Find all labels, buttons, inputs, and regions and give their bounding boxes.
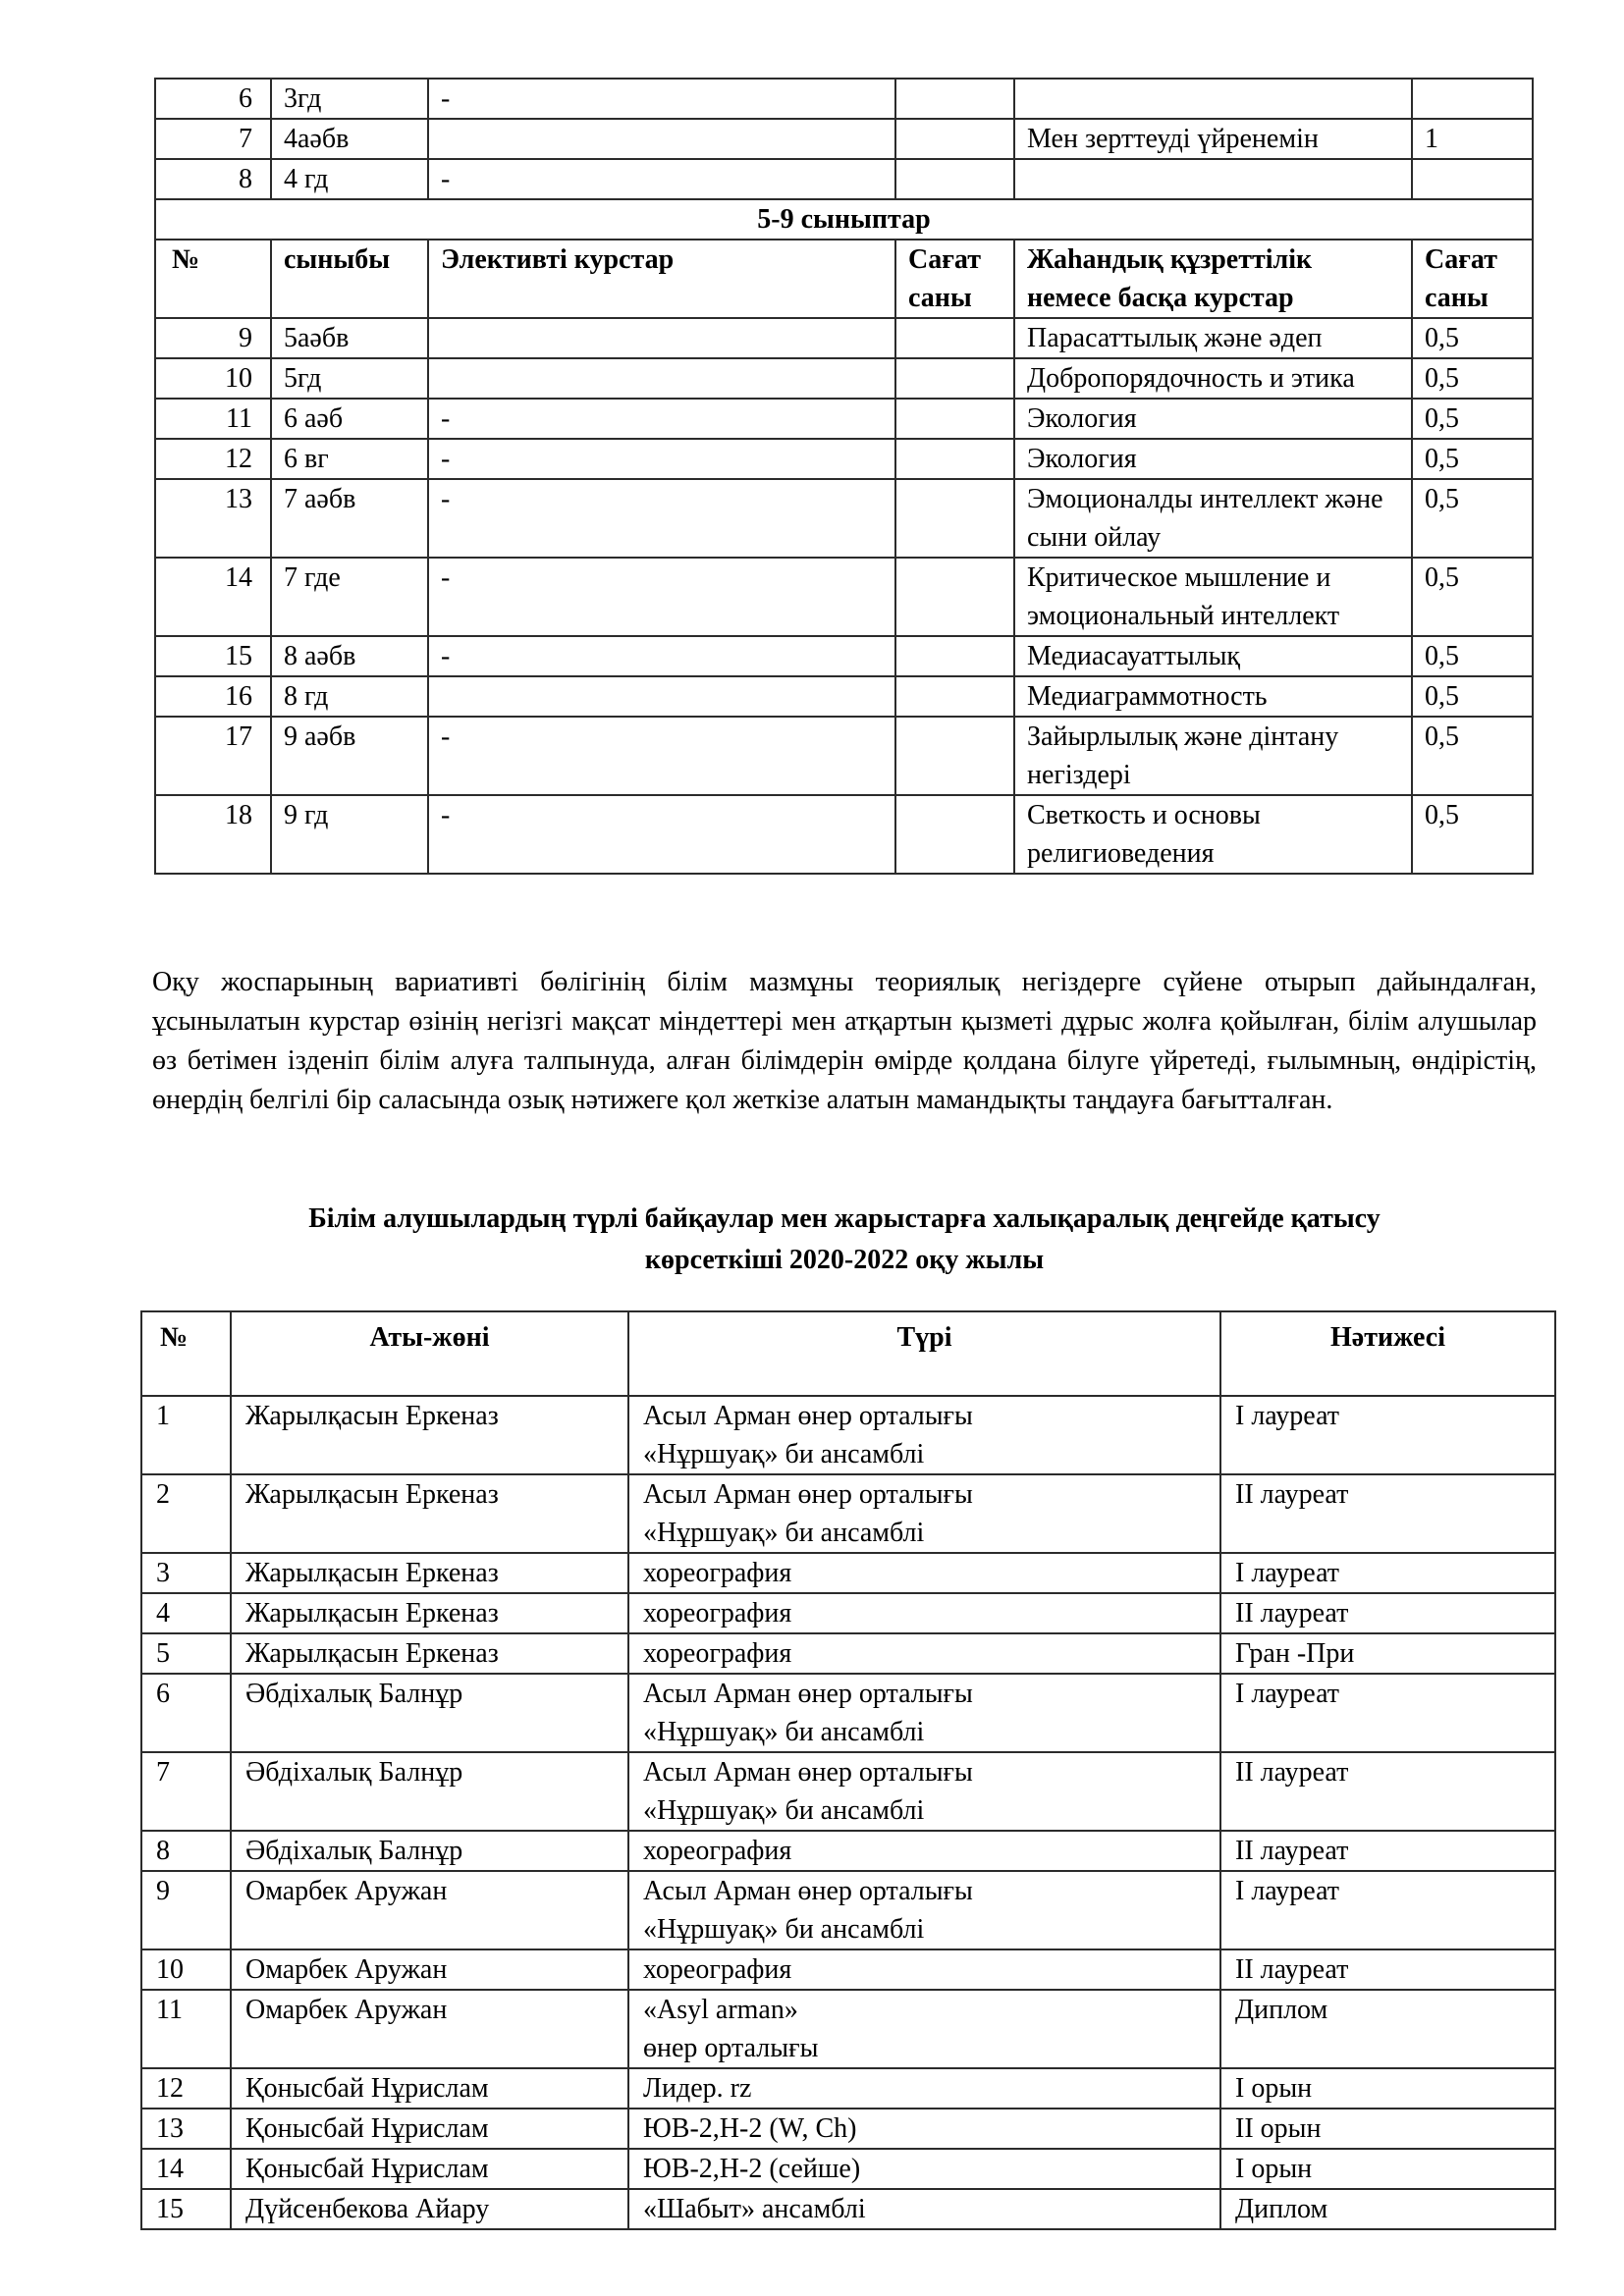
result-cell: II лауреат <box>1220 1593 1555 1633</box>
result-cell: Диплом <box>1220 2189 1555 2229</box>
row-number: 14 <box>155 558 271 636</box>
result-cell: I орын <box>1220 2068 1555 2109</box>
course-hours-cell: 0,5 <box>1412 795 1533 874</box>
class-cell: 4аәбв <box>271 119 428 159</box>
name-cell: Әбдіхалық Балнұр <box>231 1831 628 1871</box>
row-number: 11 <box>155 399 271 439</box>
row-number: 9 <box>155 318 271 358</box>
elective-cell <box>428 358 895 399</box>
result-cell: II орын <box>1220 2109 1555 2149</box>
elective-cell: - <box>428 479 895 558</box>
name-cell: Жарылқасын Еркеназ <box>231 1633 628 1674</box>
class-cell: 8 гд <box>271 676 428 717</box>
section-row <box>155 199 1533 240</box>
row-number: 15 <box>141 2189 231 2229</box>
table-row <box>141 1396 1555 1474</box>
row-number: 9 <box>141 1871 231 1949</box>
name-cell: Омарбек Аружан <box>231 1949 628 1990</box>
type-cell: хореография <box>628 1593 1220 1633</box>
elective-cell: - <box>428 79 895 119</box>
row-number: 14 <box>141 2149 231 2189</box>
table-row <box>141 1633 1555 1674</box>
table-row <box>155 399 1533 439</box>
class-cell: 4 гд <box>271 159 428 199</box>
class-cell: 6 вг <box>271 439 428 479</box>
row-number: 5 <box>141 1633 231 1674</box>
course-hours-cell: 0,5 <box>1412 318 1533 358</box>
course-cell: Мен зерттеуді үйренемін <box>1014 119 1412 159</box>
type-cell: «Шабыт» ансамблі <box>628 2189 1220 2229</box>
table-row <box>155 636 1533 676</box>
row-number: 7 <box>141 1752 231 1831</box>
table-row <box>155 479 1533 558</box>
row-number: 18 <box>155 795 271 874</box>
result-cell: I орын <box>1220 2149 1555 2189</box>
header-row <box>141 1311 1555 1396</box>
table-row <box>155 676 1533 717</box>
type-cell: хореография <box>628 1633 1220 1674</box>
table-row <box>155 79 1533 119</box>
result-cell: II лауреат <box>1220 1831 1555 1871</box>
table-row <box>141 1674 1555 1752</box>
result-cell: Гран -При <box>1220 1633 1555 1674</box>
name-cell: Жарылқасын Еркеназ <box>231 1396 628 1474</box>
heading-line-1: Білім алушылардың түрлі байқаулар мен жарыстарға халықаралық деңгейде қатысу <box>308 1203 1380 1234</box>
name-cell: Қонысбай Нұрислам <box>231 2109 628 2149</box>
class-cell: 3гд <box>271 79 428 119</box>
course-hours-cell: 0,5 <box>1412 479 1533 558</box>
name-cell: Жарылқасын Еркеназ <box>231 1474 628 1553</box>
hours-cell <box>895 558 1014 636</box>
elective-cell: - <box>428 717 895 795</box>
result-cell: II лауреат <box>1220 1949 1555 1990</box>
result-cell: II лауреат <box>1220 1474 1555 1553</box>
elective-cell: - <box>428 558 895 636</box>
course-hours-cell <box>1412 79 1533 119</box>
type-cell: Лидер. rz <box>628 2068 1220 2109</box>
header-course-hours: Сағат саны <box>1412 240 1533 318</box>
header-result: Нәтижесі <box>1220 1311 1555 1396</box>
type-cell: ЮВ-2,Н-2 (W, Ch) <box>628 2109 1220 2149</box>
row-number: 12 <box>155 439 271 479</box>
course-cell: Медиасауаттылық <box>1014 636 1412 676</box>
row-number: 13 <box>155 479 271 558</box>
table-row <box>155 439 1533 479</box>
elective-cell: - <box>428 159 895 199</box>
course-cell: Добропорядочность и этика <box>1014 358 1412 399</box>
elective-cell: - <box>428 399 895 439</box>
result-cell: Диплом <box>1220 1990 1555 2068</box>
row-number: 15 <box>155 636 271 676</box>
row-number: 6 <box>141 1674 231 1752</box>
name-cell: Әбдіхалық Балнұр <box>231 1674 628 1752</box>
name-cell: Жарылқасын Еркеназ <box>231 1593 628 1633</box>
table-row <box>155 558 1533 636</box>
result-cell: I лауреат <box>1220 1553 1555 1593</box>
elective-cell: - <box>428 636 895 676</box>
body-paragraph: Оқу жоспарының вариативті бөлігінің білім мазмұны теориялық негіздерге сүйене отырып дайындалған, ұсынылатын курстар өзінің негізгі мақсат міндеттері мен атқартын қызметі дұрыс жолға қойылған, білім алушылар өз бетімен ізденіп білім алуға талпынуда, алған білімдерін өмірде қолдана білуге үйретеді, ғылымның, өндірістің, өнердің белгілі бір саласында озық нәтижеге қол жеткізе алатын мамандықты таңдауға бағытталған. <box>152 967 1537 1115</box>
type-cell: Асыл Арман өнер орталығы «Нұршуақ» би ансамблі <box>628 1674 1220 1752</box>
elective-cell: - <box>428 795 895 874</box>
hours-cell <box>895 358 1014 399</box>
row-number: 1 <box>141 1396 231 1474</box>
course-cell <box>1014 79 1412 119</box>
section-heading <box>147 1199 1542 1281</box>
type-cell: ЮВ-2,Н-2 (сейше) <box>628 2149 1220 2189</box>
course-hours-cell: 0,5 <box>1412 358 1533 399</box>
table-row <box>141 2109 1555 2149</box>
course-hours-cell: 0,5 <box>1412 439 1533 479</box>
section-title: 5-9 сыныптар <box>155 199 1533 240</box>
row-number: 13 <box>141 2109 231 2149</box>
course-hours-cell: 0,5 <box>1412 717 1533 795</box>
row-number: 3 <box>141 1553 231 1593</box>
table-row <box>141 1553 1555 1593</box>
name-cell: Әбдіхалық Балнұр <box>231 1752 628 1831</box>
elective-cell <box>428 676 895 717</box>
hours-cell <box>895 399 1014 439</box>
hours-cell <box>895 318 1014 358</box>
hours-cell <box>895 479 1014 558</box>
table-row <box>155 358 1533 399</box>
class-cell: 9 аәбв <box>271 717 428 795</box>
type-cell: хореография <box>628 1831 1220 1871</box>
elective-cell <box>428 318 895 358</box>
type-cell: Асыл Арман өнер орталығы «Нұршуақ» би ансамблі <box>628 1474 1220 1553</box>
course-cell: Светкость и основы религиоведения <box>1014 795 1412 874</box>
elective-courses-table <box>154 78 1534 875</box>
class-cell: 9 гд <box>271 795 428 874</box>
class-cell: 7 где <box>271 558 428 636</box>
table-row <box>141 2189 1555 2229</box>
header-class: сыныбы <box>271 240 428 318</box>
course-cell: Эмоционалды интеллект және сыни ойлау <box>1014 479 1412 558</box>
row-number: 8 <box>155 159 271 199</box>
row-number: 17 <box>155 717 271 795</box>
row-number: 10 <box>141 1949 231 1990</box>
hours-cell <box>895 795 1014 874</box>
table-row <box>141 1474 1555 1553</box>
header-no: № <box>155 240 271 318</box>
course-hours-cell: 0,5 <box>1412 399 1533 439</box>
heading-line-2: көрсеткіші 2020-2022 оқу жылы <box>644 1245 1045 1275</box>
table-row <box>155 717 1533 795</box>
name-cell: Омарбек Аружан <box>231 1871 628 1949</box>
row-number: 4 <box>141 1593 231 1633</box>
type-cell: Асыл Арман өнер орталығы «Нұршуақ» би ансамблі <box>628 1752 1220 1831</box>
elective-cell: - <box>428 439 895 479</box>
type-cell: Асыл Арман өнер орталығы «Нұршуақ» би ансамблі <box>628 1871 1220 1949</box>
type-cell: хореография <box>628 1553 1220 1593</box>
table-row <box>141 1949 1555 1990</box>
header-elective: Элективті курстар <box>428 240 895 318</box>
header-no: № <box>141 1311 231 1396</box>
course-cell: Парасаттылық және әдеп <box>1014 318 1412 358</box>
course-cell: Экология <box>1014 399 1412 439</box>
table-row <box>141 2068 1555 2109</box>
type-cell: Асыл Арман өнер орталығы «Нұршуақ» би ансамблі <box>628 1396 1220 1474</box>
table-row <box>155 119 1533 159</box>
header-name: Аты-жөні <box>231 1311 628 1396</box>
course-hours-cell: 0,5 <box>1412 636 1533 676</box>
row-number: 16 <box>155 676 271 717</box>
type-cell: «Asyl arman» өнер орталығы <box>628 1990 1220 2068</box>
hours-cell <box>895 636 1014 676</box>
type-cell: хореография <box>628 1949 1220 1990</box>
class-cell: 5гд <box>271 358 428 399</box>
course-cell <box>1014 159 1412 199</box>
result-cell: I лауреат <box>1220 1871 1555 1949</box>
table-row <box>141 1831 1555 1871</box>
row-number: 8 <box>141 1831 231 1871</box>
course-cell: Медиаграммотность <box>1014 676 1412 717</box>
table-row <box>155 318 1533 358</box>
name-cell: Жарылқасын Еркеназ <box>231 1553 628 1593</box>
course-hours-cell: 1 <box>1412 119 1533 159</box>
course-cell: Экология <box>1014 439 1412 479</box>
hours-cell <box>895 439 1014 479</box>
name-cell: Омарбек Аружан <box>231 1990 628 2068</box>
table-row <box>141 1752 1555 1831</box>
header-hours: Сағат саны <box>895 240 1014 318</box>
course-hours-cell: 0,5 <box>1412 558 1533 636</box>
course-hours-cell: 0,5 <box>1412 676 1533 717</box>
course-cell: Зайырлылық және дінтану негіздері <box>1014 717 1412 795</box>
result-cell: I лауреат <box>1220 1396 1555 1474</box>
row-number: 12 <box>141 2068 231 2109</box>
table-row <box>141 1990 1555 2068</box>
competition-results-table <box>140 1310 1556 2230</box>
hours-cell <box>895 79 1014 119</box>
table-row <box>141 1871 1555 1949</box>
hours-cell <box>895 717 1014 795</box>
class-cell: 6 аәб <box>271 399 428 439</box>
table-row <box>155 795 1533 874</box>
class-cell: 7 аәбв <box>271 479 428 558</box>
result-cell: II лауреат <box>1220 1752 1555 1831</box>
table-row <box>141 2149 1555 2189</box>
name-cell: Қонысбай Нұрислам <box>231 2068 628 2109</box>
class-cell: 5аәбв <box>271 318 428 358</box>
name-cell: Қонысбай Нұрислам <box>231 2149 628 2189</box>
header-type: Түрі <box>628 1311 1220 1396</box>
row-number: 10 <box>155 358 271 399</box>
header-course: Жаһандық құзреттілік немесе басқа курстар <box>1014 240 1412 318</box>
row-number: 2 <box>141 1474 231 1553</box>
course-hours-cell <box>1412 159 1533 199</box>
course-cell: Критическое мышление и эмоциональный интеллект <box>1014 558 1412 636</box>
name-cell: Дүйсенбекова Айару <box>231 2189 628 2229</box>
elective-cell <box>428 119 895 159</box>
header-row <box>155 240 1533 318</box>
hours-cell <box>895 119 1014 159</box>
result-cell: I лауреат <box>1220 1674 1555 1752</box>
hours-cell <box>895 676 1014 717</box>
class-cell: 8 аәбв <box>271 636 428 676</box>
table-row <box>141 1593 1555 1633</box>
row-number: 6 <box>155 79 271 119</box>
row-number: 7 <box>155 119 271 159</box>
table-row <box>155 159 1533 199</box>
row-number: 11 <box>141 1990 231 2068</box>
hours-cell <box>895 159 1014 199</box>
